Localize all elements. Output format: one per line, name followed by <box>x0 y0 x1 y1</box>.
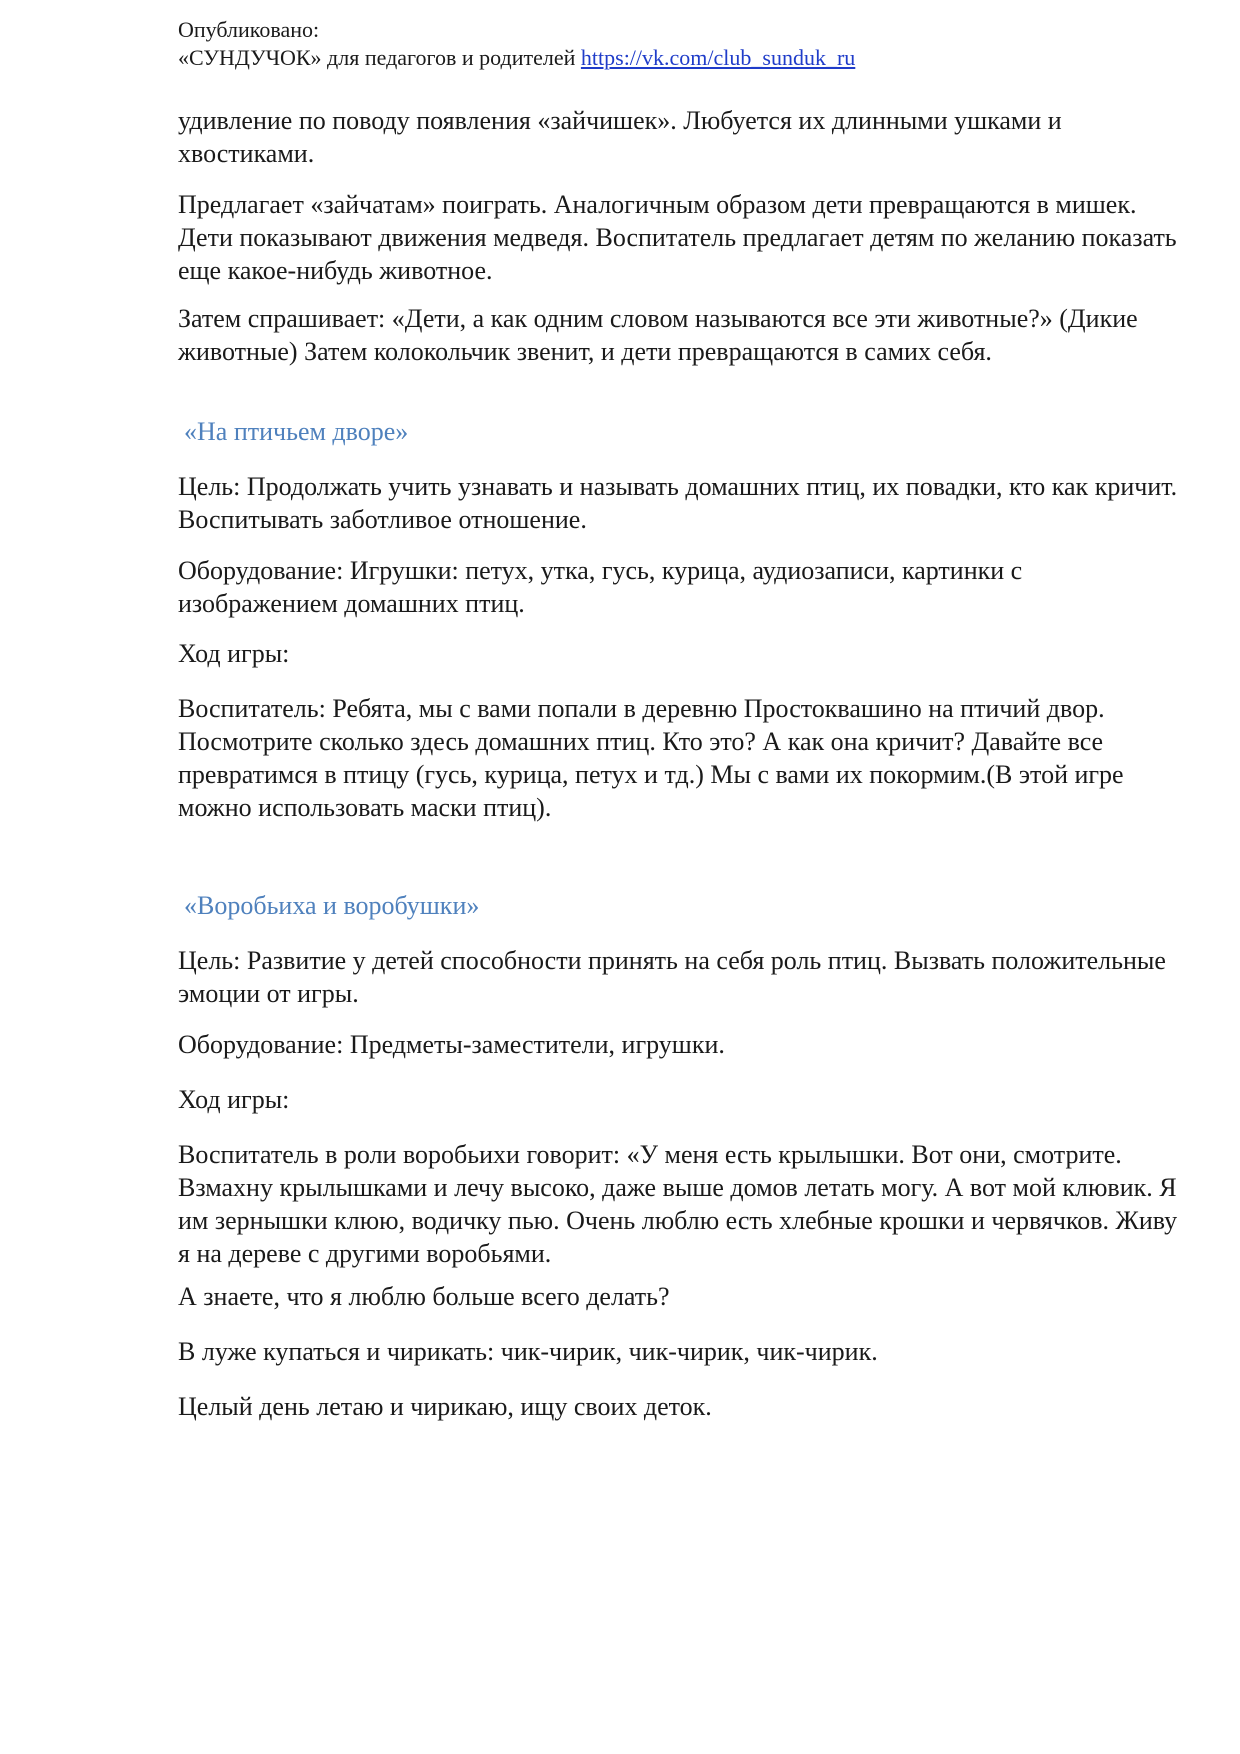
paragraph-bunnies: удивление по поводу появления «зайчишек». Любуется их длинными ушками и хвостиками. <box>178 106 1062 168</box>
paragraph-goal-2: Цель: Развитие у детей способности принять на себя роль птиц. Вызвать положительные эмоции от игры. <box>178 946 1166 1008</box>
paragraph-wild-animals: Затем спрашивает: «Дети, а как одним словом называются все эти животные?» (Дикие животные) Затем колокольчик звенит, и дети превращаются в самих себя. <box>178 304 1138 366</box>
section-heading-bird-yard: «На птичьем дворе» <box>184 417 409 446</box>
paragraph-game-flow-2: Ход игры: <box>178 1085 290 1114</box>
section-heading-sparrows: «Воробьиха и воробушки» <box>184 891 480 920</box>
source-line <box>178 44 855 72</box>
publication-header <box>178 16 855 72</box>
published-label: Опубликовано: <box>178 17 320 42</box>
source-text: «СУНДУЧОК» для педагогов и родителей <box>178 45 576 70</box>
paragraph-equipment-1: Оборудование: Игрушки: петух, утка, гусь, курица, аудиозаписи, картинки с изображением домашних птиц. <box>178 556 1023 618</box>
paragraph-search-kids: Целый день летаю и чирикаю, ищу своих деток. <box>178 1392 712 1421</box>
paragraph-chirp: В луже купаться и чирикать: чик-чирик, чик-чирик, чик-чирик. <box>178 1337 878 1366</box>
paragraph-question: А знаете, что я люблю больше всего делать? <box>178 1282 670 1311</box>
paragraph-teacher-2: Воспитатель в роли воробьихи говорит: «У меня есть крылышки. Вот они, смотрите. Взмахну крылышками и лечу высоко, даже выше домов летать могу. А вот мой клювик. Я им зернышки клюю, водичку пью. Очень люблю есть хлебные крошки и червячков. Живу я на дереве с другими воробьями. <box>178 1140 1178 1268</box>
paragraph-goal-1: Цель: Продолжать учить узнавать и называть домашних птиц, их повадки, кто как кричит. Воспитывать заботливое отношение. <box>178 472 1178 534</box>
paragraph-game-flow-1: Ход игры: <box>178 639 290 668</box>
paragraph-equipment-2: Оборудование: Предметы-заместители, игрушки. <box>178 1030 725 1059</box>
paragraph-bears: Предлагает «зайчатам» поиграть. Аналогичным образом дети превращаются в мишек. Дети показывают движения медведя. Воспитатель предлагает детям по желанию показать еще какое-нибудь животное. <box>178 190 1177 285</box>
paragraph-teacher-1: Воспитатель: Ребята, мы с вами попали в деревню Простоквашино на птичий двор. Посмотрите сколько здесь домашних птиц. Кто это? А как она кричит? Давайте все превратимся в птицу (гусь, курица, петух и тд.) Мы с вами их покормим.(В этой игре можно использовать маски птиц). <box>178 694 1124 822</box>
source-link[interactable]: https://vk.com/club_sunduk_ru <box>580 45 856 70</box>
